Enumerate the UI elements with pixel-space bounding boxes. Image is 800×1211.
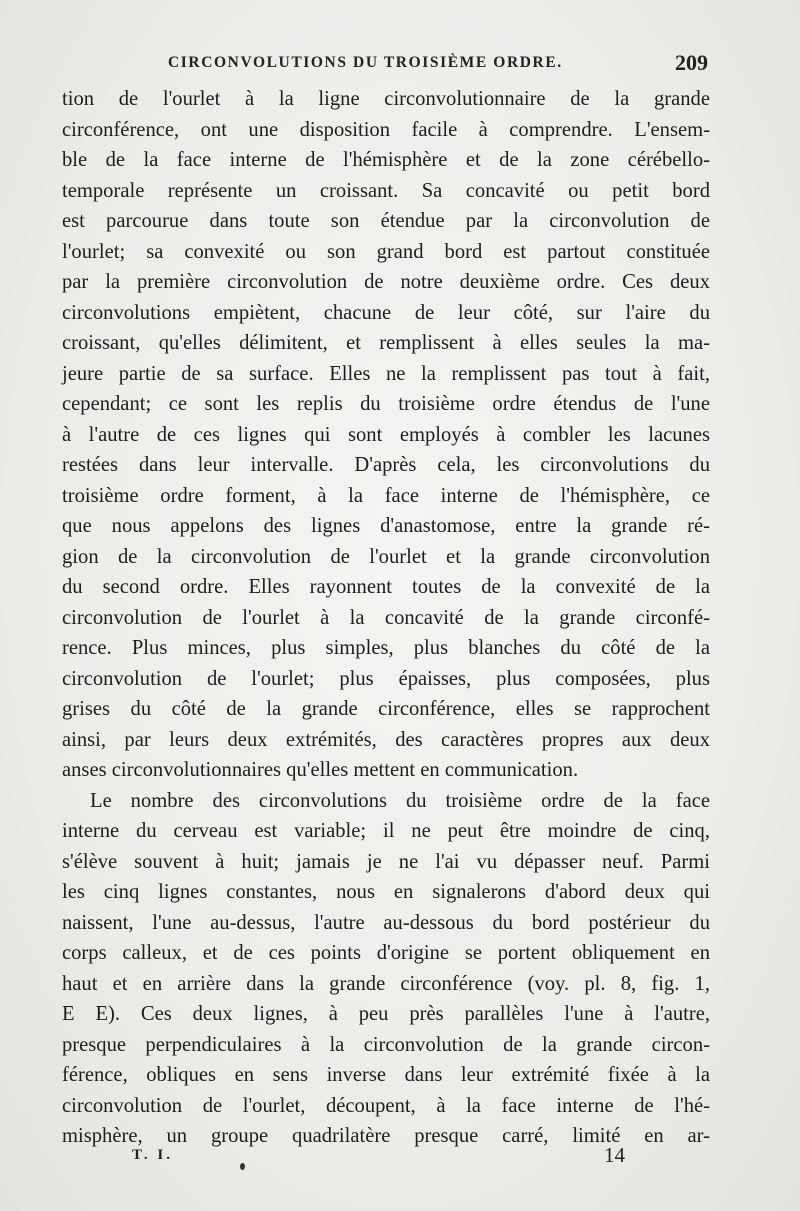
text-line: circonvolution de l'ourlet; plus épaisses, plus composées, plus <box>62 667 710 690</box>
page-footer <box>60 1143 710 1177</box>
text-line: E E). Ces deux lignes, à peu près parallèles l'une à l'autre, <box>62 1003 710 1025</box>
text-line: temporale représente un croissant. Sa concavité ou petit bord <box>62 179 710 202</box>
text-line: que nous appelons des lignes d'anastomose, entre la grande ré- <box>62 515 710 537</box>
text-line: gion de la circonvolution de l'ourlet et la grande circonvolution <box>62 545 710 568</box>
text-line: l'ourlet; sa convexité ou son grand bord est partout constituée <box>62 240 710 263</box>
text-line: naissent, l'une au-dessus, l'autre au-dessous du bord postérieur du <box>62 911 710 934</box>
text-line: restées dans leur intervalle. D'après cela, les circonvolutions du <box>62 454 710 476</box>
text-line: Le nombre des circonvolutions du troisième ordre de la face <box>90 789 710 812</box>
text-line: croissant, qu'elles délimitent, et remplissent à elles seules la ma- <box>62 332 710 354</box>
text-line: cependant; ce sont les replis du troisième ordre étendus de l'une <box>62 393 710 415</box>
text-line: circonférence, ont une disposition facile à comprendre. L'ensem- <box>62 118 710 141</box>
text-line: jeure partie de sa surface. Elles ne la remplissent pas tout à fait, <box>62 362 710 385</box>
text-line: les cinq lignes constantes, nous en signalerons d'abord deux qui <box>62 881 710 903</box>
volume-signature: T. I. <box>132 1147 173 1163</box>
text-line: par la première circonvolution de notre deuxième ordre. Ces deux <box>62 271 710 293</box>
text-line: circonvolutions empiètent, chacune de leur côté, sur l'aire du <box>62 301 710 324</box>
text-line: interne du cerveau est variable; il ne peut être moindre de cinq, <box>62 820 710 842</box>
text-line: ble de la face interne de l'hémisphère et de la zone cérébello- <box>62 149 710 171</box>
text-line: circonvolution de l'ourlet, découpent, à la face interne de l'hé- <box>62 1094 710 1117</box>
text-line: est parcourue dans toute son étendue par la circonvolution de <box>62 210 710 232</box>
page-number: 209 <box>675 50 708 75</box>
text-line: s'élève souvent à huit; jamais je ne l'ai vu dépasser neuf. Parmi <box>62 850 710 873</box>
text-line: tion de l'ourlet à la ligne circonvolutionnaire de la grande <box>62 88 710 110</box>
text-line: troisième ordre forment, à la face interne de l'hémisphère, ce <box>62 484 710 507</box>
page-header <box>60 50 710 82</box>
ink-speck <box>240 1163 245 1170</box>
running-head: CIRCONVOLUTIONS DU TROISIÈME ORDRE. <box>168 54 563 71</box>
text-line: presque perpendiculaires à la circonvolution de la grande circon- <box>62 1033 710 1056</box>
text-line: misphère, un groupe quadrilatère presque carré, limité en ar- <box>62 1125 710 1147</box>
text-line: grises du côté de la grande circonférence, elles se rapprochent <box>62 698 710 720</box>
text-line: haut et en arrière dans la grande circonférence (voy. pl. 8, fig. 1, <box>62 972 710 995</box>
text-line: circonvolution de l'ourlet à la concavité de la grande circonfé- <box>62 606 710 629</box>
text-line: férence, obliques en sens inverse dans leur extrémité fixée à la <box>62 1064 710 1086</box>
text-line: anses circonvolutionnaires qu'elles mettent en communication. <box>62 759 579 781</box>
text-line: rence. Plus minces, plus simples, plus blanches du côté de la <box>62 637 710 659</box>
text-line: corps calleux, et de ces points d'origine se portent obliquement en <box>62 942 710 964</box>
text-line: ainsi, par leurs deux extrémités, des caractères propres aux deux <box>62 728 710 751</box>
text-line: à l'autre de ces lignes qui sont employés à combler les lacunes <box>62 423 710 446</box>
text-line: du second ordre. Elles rayonnent toutes de la convexité de la <box>62 576 710 598</box>
body-text <box>62 84 710 1152</box>
gathering-signature: 14 <box>604 1143 625 1167</box>
